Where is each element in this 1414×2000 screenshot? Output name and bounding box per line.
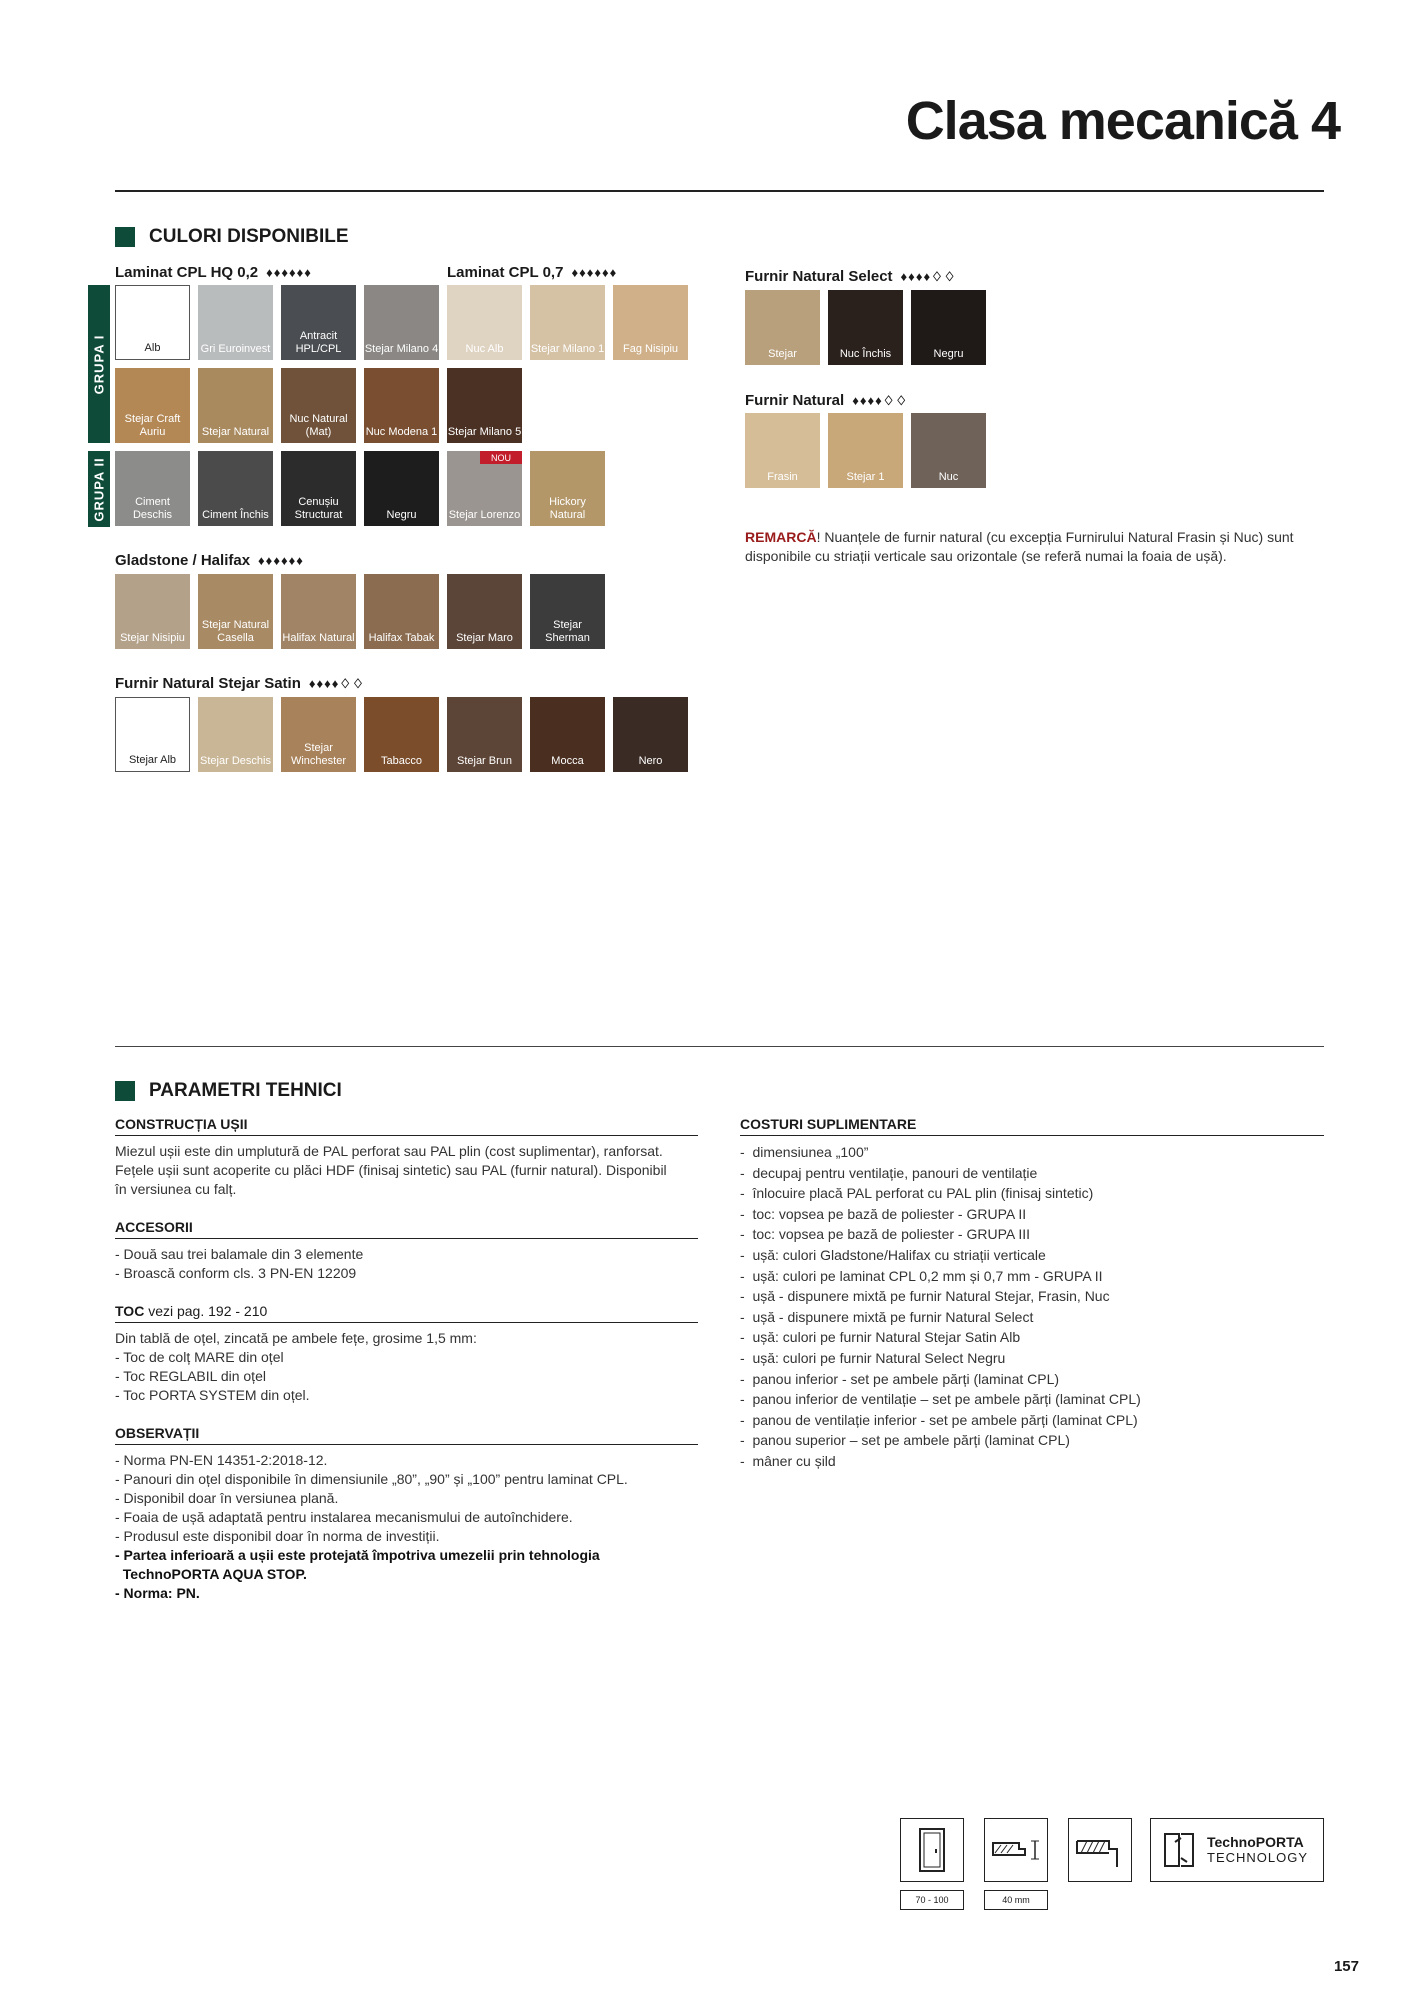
toc-ref: vezi pag. 192 - 210 — [144, 1303, 268, 1319]
swatch-label: Nero — [638, 755, 663, 767]
swatch-label: Stejar Milano 1 — [530, 343, 605, 355]
accesorii-title: ACCESORII — [115, 1219, 698, 1239]
laminat-07-label — [447, 264, 617, 281]
text-line: - toc: vopsea pe bază de poliester - GRUPA III — [740, 1226, 1030, 1243]
text-line: - Toc REGLABIL din oțel — [115, 1368, 266, 1384]
color-swatch — [115, 697, 190, 772]
remarca-note — [745, 528, 1305, 566]
technoporta-line1: TechnoPORTA — [1207, 1834, 1304, 1850]
text-line: - Toc de colț MARE din oțel — [115, 1349, 284, 1365]
door-width-icon — [900, 1818, 964, 1882]
swatch-label: Ciment Deschis — [132, 496, 173, 521]
swatch-label: Stejar Natural Casella — [201, 619, 270, 644]
swatch-label: Nuc — [938, 471, 959, 483]
color-swatch — [281, 697, 356, 772]
swatch-label: Stejar Maro — [456, 632, 513, 644]
text-line: - Panouri din oțel disponibile în dimensiunile „80”, „90” și „100” pentru laminat CPL. — [115, 1471, 628, 1487]
color-swatch — [198, 285, 273, 360]
text-line: - Două sau trei balamale din 3 elemente — [115, 1246, 364, 1262]
color-swatch — [198, 697, 273, 772]
text-line: - Broască conform cls. 3 PN-EN 12209 — [115, 1265, 357, 1281]
color-swatch — [198, 368, 273, 443]
select-rating: ♦♦♦♦♢♢ — [900, 269, 957, 284]
grupa-2-text: GRUPA II — [91, 456, 107, 522]
laminat-hq-rating: ♦♦♦♦♦♦ — [266, 265, 312, 280]
laminat-hq-text: Laminat CPL HQ 0,2 — [115, 264, 259, 281]
toc-title — [115, 1303, 698, 1323]
swatch-label: Stejar Brun — [456, 755, 513, 767]
satin-label — [115, 675, 365, 692]
laminat-hq-label — [115, 264, 312, 281]
text-line: în versiunea cu falț. — [115, 1181, 237, 1197]
toc-title-text: TOC — [115, 1303, 145, 1319]
color-swatch — [447, 368, 522, 443]
swatch-label: Stejar Winchester — [290, 742, 347, 767]
frame-profile-icon — [1068, 1818, 1132, 1882]
swatch-label: Nuc Alb — [465, 343, 504, 355]
color-swatch — [281, 574, 356, 649]
text-line: - ușă: culori pe furnir Natural Select Negru — [740, 1349, 1006, 1366]
color-swatch — [828, 290, 903, 365]
swatch-label: Stejar Milano 4 — [364, 343, 439, 355]
remarca-label: REMARCĂ — [745, 529, 817, 545]
remarca-text: ! Nuanțele de furnir natural (cu excepția Furnirului Natural Frasin și Nuc) sunt disponibile cu striații verticale sau orizontale (se referă numai la foaia de ușă). — [745, 529, 1294, 564]
color-swatch — [364, 574, 439, 649]
parametri-heading-text: PARAMETRI TEHNICI — [149, 1080, 342, 1101]
color-swatch — [613, 697, 688, 772]
text-line: - panou superior – set pe ambele părți (laminat CPL) — [740, 1432, 1070, 1449]
color-swatch — [115, 574, 190, 649]
swatch-label: Nuc Închis — [839, 348, 892, 360]
color-swatch — [530, 574, 605, 649]
text-line: TechnoPORTA AQUA STOP. — [115, 1566, 307, 1582]
text-line: - mâner cu șild — [740, 1452, 836, 1469]
constructie-title: CONSTRUCȚIA UȘII — [115, 1116, 698, 1136]
swatch-label: Halifax Natural — [282, 632, 355, 644]
swatch-label: Stejar Milano 5 — [447, 426, 522, 438]
swatch-label: Stejar 1 — [846, 471, 885, 483]
text-line: - Partea inferioară a ușii este protejată împotriva umezelii prin tehnologia — [115, 1547, 600, 1563]
color-swatch — [364, 697, 439, 772]
swatch-label: Cenușiu Structurat — [294, 496, 343, 521]
technoporta-door-icon — [1161, 1828, 1197, 1872]
color-swatch — [198, 451, 273, 526]
swatch-label: Frasin — [767, 471, 798, 483]
swatch-label: Stejar Alb — [128, 754, 177, 766]
swatch-label: Halifax Tabak — [368, 632, 435, 644]
costuri-title: COSTURI SUPLIMENTARE — [740, 1116, 1324, 1136]
page-title: Clasa mecanică 4 — [905, 91, 1340, 151]
swatch-label: Stejar Craft Auriu — [124, 413, 181, 438]
select-text: Furnir Natural Select — [745, 268, 893, 285]
swatch-label: Stejar Nisipiu — [120, 632, 185, 644]
text-line: - Produsul este disponibil doar în norma de investiții. — [115, 1528, 440, 1544]
section-square-icon — [115, 1081, 135, 1101]
swatch-label: Negru — [933, 348, 964, 360]
gladstone-label — [115, 552, 304, 569]
color-swatch — [447, 451, 522, 526]
title-divider — [115, 190, 1324, 192]
text-line: - Disponibil doar în versiunea plană. — [115, 1490, 339, 1506]
text-line: - panou inferior - set pe ambele părți (laminat CPL) — [740, 1370, 1060, 1387]
text-line: - ușă - dispunere mixtă pe furnir Natural Select — [740, 1308, 1034, 1325]
color-swatch — [530, 285, 605, 360]
swatch-label: Ciment Închis — [202, 509, 269, 521]
section-square-icon — [115, 227, 135, 247]
satin-text: Furnir Natural Stejar Satin — [115, 675, 301, 692]
grupa-1-text: GRUPA I — [91, 334, 107, 394]
color-swatch — [447, 574, 522, 649]
color-swatch — [911, 413, 986, 488]
color-swatch — [364, 451, 439, 526]
gladstone-rating: ♦♦♦♦♦♦ — [258, 553, 304, 568]
satin-rating: ♦♦♦♦♢♢ — [308, 676, 365, 691]
color-swatch — [745, 413, 820, 488]
text-line: - Norma: PN. — [115, 1585, 200, 1601]
swatch-label: Alb — [144, 342, 161, 354]
text-line: - Foaia de ușă adaptată pentru instalarea mecanismului de autoînchidere. — [115, 1509, 573, 1525]
color-swatch — [364, 368, 439, 443]
text-line: Fețele ușii sunt acoperite cu plăci HDF (finisaj sintetic) sau PAL (furnir natural). Disponibil — [115, 1162, 667, 1178]
swatch-label: Tabacco — [381, 755, 422, 767]
color-swatch — [115, 368, 190, 443]
new-badge: NOU — [480, 451, 522, 464]
swatch-label: Stejar Sherman — [545, 619, 590, 644]
laminat-07-rating: ♦♦♦♦♦♦ — [571, 265, 618, 280]
natural-rating: ♦♦♦♦♢♢ — [852, 393, 909, 408]
thickness-icon — [984, 1818, 1048, 1882]
swatch-label: Stejar Lorenzo — [448, 509, 521, 521]
text-line: - ușă: culori pe furnir Natural Stejar Satin Alb — [740, 1329, 1021, 1346]
color-swatch — [115, 451, 190, 526]
color-swatch — [530, 697, 605, 772]
culori-heading-text: CULORI DISPONIBILE — [149, 226, 349, 247]
color-swatch — [281, 285, 356, 360]
color-swatch — [745, 290, 820, 365]
text-line: Din tablă de oțel, zincată pe ambele fețe, grosime 1,5 mm: — [115, 1330, 477, 1346]
text-line: - înlocuire placă PAL perforat cu PAL plin (finisaj sintetic) — [740, 1185, 1094, 1202]
color-swatch — [530, 451, 605, 526]
culori-heading — [115, 226, 349, 248]
parametri-heading — [115, 1080, 342, 1102]
swatch-label: Nuc Natural (Mat) — [289, 413, 348, 438]
constructie-text — [115, 1142, 667, 1199]
swatch-label: Stejar — [768, 348, 797, 360]
costuri-text — [740, 1142, 1141, 1472]
text-line: - decupaj pentru ventilație, panouri de ventilație — [740, 1164, 1038, 1181]
swatch-label: Nuc Modena 1 — [365, 426, 438, 438]
color-swatch — [447, 285, 522, 360]
color-swatch — [281, 368, 356, 443]
swatch-label: Stejar Natural — [201, 426, 270, 438]
text-line: - dimensiunea „100” — [740, 1144, 869, 1160]
color-swatch — [828, 413, 903, 488]
toc-text — [115, 1329, 477, 1405]
text-line: - panou de ventilație inferior - set pe ambele părți (laminat CPL) — [740, 1411, 1138, 1428]
thickness-caption: 40 mm — [984, 1890, 1048, 1910]
parametri-divider — [115, 1046, 1324, 1047]
technoporta-line2: TECHNOLOGY — [1207, 1850, 1309, 1865]
color-swatch — [115, 285, 190, 360]
natural-text: Furnir Natural — [745, 392, 845, 409]
page-number: 157 — [1333, 1958, 1359, 1975]
color-swatch — [364, 285, 439, 360]
technoporta-logo — [1150, 1818, 1324, 1882]
color-swatch — [281, 451, 356, 526]
text-line: Miezul ușii este din umplutură de PAL perforat sau PAL plin (cost suplimentar), ranforsat. — [115, 1143, 663, 1159]
natural-label — [745, 392, 908, 409]
text-line: - ușă - dispunere mixtă pe furnir Natural Stejar, Frasin, Nuc — [740, 1288, 1110, 1305]
laminat-07-text: Laminat CPL 0,7 — [447, 264, 564, 281]
accesorii-text — [115, 1245, 363, 1283]
text-line: - Toc PORTA SYSTEM din oțel. — [115, 1387, 310, 1403]
text-line: - panou inferior de ventilație – set pe ambele părți (laminat CPL) — [740, 1391, 1141, 1408]
swatch-label: Negru — [386, 509, 417, 521]
observatii-title: OBSERVAȚII — [115, 1425, 698, 1445]
text-line: - toc: vopsea pe bază de poliester - GRUPA II — [740, 1205, 1027, 1222]
swatch-label: Mocca — [551, 755, 584, 767]
color-swatch — [447, 697, 522, 772]
swatch-label: Fag Nisipiu — [622, 343, 679, 355]
color-swatch — [613, 285, 688, 360]
text-line: - ușă: culori pe laminat CPL 0,2 mm și 0,7 mm - GRUPA II — [740, 1267, 1103, 1284]
select-label — [745, 268, 956, 285]
swatch-label: Antracit HPL/CPL — [295, 330, 342, 355]
width-caption: 70 - 100 — [900, 1890, 964, 1910]
color-swatch — [911, 290, 986, 365]
swatch-label: Gri Euroinvest — [200, 343, 271, 355]
swatch-label: Hickory Natural — [549, 496, 586, 521]
text-line: - Norma PN-EN 14351-2:2018-12. — [115, 1452, 328, 1468]
grupa-2-tab — [88, 451, 110, 527]
observatii-text — [115, 1451, 628, 1603]
gladstone-text: Gladstone / Halifax — [115, 552, 251, 569]
grupa-1-tab — [88, 285, 110, 443]
color-swatch — [198, 574, 273, 649]
text-line: - ușă: culori Gladstone/Halifax cu striații verticale — [740, 1246, 1046, 1263]
swatch-label: Stejar Deschis — [200, 755, 271, 767]
